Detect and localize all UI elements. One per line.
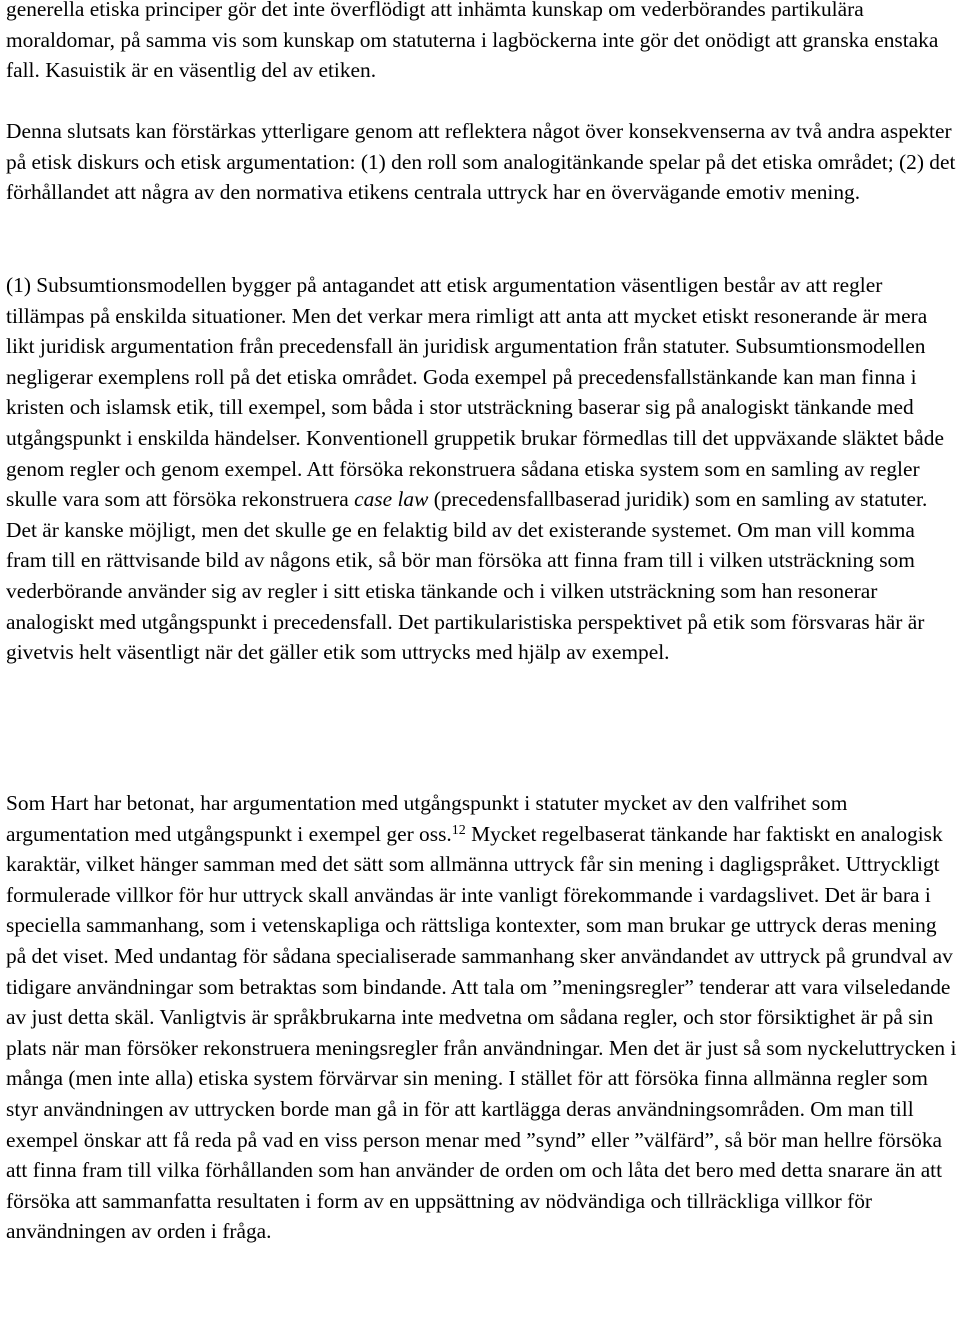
paragraph-text-segment: Som Hart har betonat, har argumentation med utgångspunkt i statuter mycket av den valfrihet som argumentation med utgångspunkt i exempel ger oss. — [6, 791, 848, 846]
paragraph-text-segment: (precedensfallbaserad juridik) som en samling av statuter. Det är kanske möjligt, men det skulle ge en felaktig bild av det existerande systemet. Om man vill komma fram till en rättvisande bild av någons etik, så bör man försöka att finna fram till i vilken utsträckning som vederbörande använder sig av regler i sitt etiska tänkande och i vilken utsträckning som han resonerar analogiskt med utgångspunkt i precedensfall. Det partikularistiska perspektivet på etik som försvaras här är givetvis helt väsentligt när det gäller etik som uttrycks med hjälp av exempel. — [6, 487, 928, 665]
paragraph-hart-argument — [6, 788, 957, 1247]
paragraph-text-segment: (1) Subsumtionsmodellen bygger på antagandet att etisk argumentation väsentligen består av att regler tillämpas på enskilda situationer. Men det verkar mera rimligt att anta att mycket etiskt resonerande är mera likt juridisk argumentation från precedensfall än juridisk argumentation från statuter. Subsumtionsmodellen negligerar exemplens roll på det etiska området. Goda exempel på precedensfallstänkande kan man finna i kristen och islamsk etik, till exempel, som båda i stor utsträckning baserar sig på analogiskt tänkande med utgångspunkt i enskilda händelser. Konventionell gruppetik brukar förmedlas till det uppväxande släktet både genom regler och genom exempel. Att försöka rekonstruera sådana etiska system som en samling av regler skulle vara som att försöka rekonstruera — [6, 273, 944, 512]
paragraph-intro-continuation: generella etiska principer gör det inte överflödigt att inhämta kunskap om vederbörandes partikulära moraldomar, på samma vis som kunskap om statuterna i lagböckerna inte gör det onödigt att granska enstaka fall. Kasuistik är en väsentlig del av etiken. — [6, 0, 939, 83]
footnote-reference[interactable]: 12 — [451, 823, 466, 839]
paragraph-text-segment: Mycket regelbaserat tänkande har faktiskt en analogisk karaktär, vilket hänger samman med det sätt som allmänna uttryck får sin mening i dagligspråket. Uttryckligt formulerade villkor för hur uttryck skall användas är inte vanligt förekommande i vardagslivet. Det är bara i speciella sammanhang, som i vetenskapliga och rättsliga kontexter, som man brukar ge uttryck deras mening på det viset. Med undantag för sådana specialiserade sammanhang sker användandet av uttryck på grundval av tidigare användningar som betraktas som bindande. Att tala om ”meningsregler” tenderar att vara vilseledande av just detta skäl. Vanligtvis är språkbrukarna inte medvetna om sådana regler, och stor försiktighet är på sin plats när man försöker rekonstruera meningsregler från användningar. Men det är just så som nyckeluttrycken i många (men inte alla) etiska system förvärvar sin mening. I stället för att försöka finna allmänna regler som styr användningen av uttrycken borde man gå in för att kartlägga deras användningsområden. Om man till exempel önskar att få reda på vad en viss person menar med ”synd” eller ”välfärd”, så bör man hellre försöka att finna fram till vilka förhållanden som han använder de orden om och låta det bero med detta snarare än att försöka att sammanfatta resultaten i form av en uppsättning av nödvändiga och tillräckliga villkor för användningen av orden i fråga. — [6, 821, 957, 1244]
paragraph-conclusion-strengthening: Denna slutsats kan förstärkas ytterligare genom att reflektera något över konsekvenserna av två andra aspekter på etisk diskurs och etisk argumentation: (1) den roll som analogitänkande spelar på det etiska området; (2) det förhållandet att några av den normativa etikens centrala uttryck har en övervägande emotiv mening. — [6, 119, 956, 205]
italic-term-case-law: case law — [354, 487, 429, 512]
paragraph-subsumption-model — [6, 270, 957, 668]
